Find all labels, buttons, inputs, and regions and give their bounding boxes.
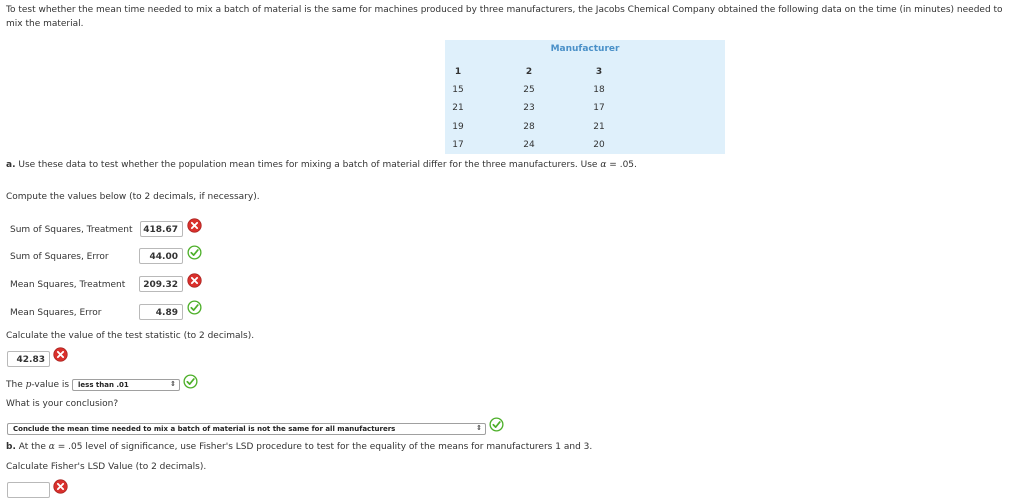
table-cell: 19 [452,122,464,132]
table-title: Manufacturer [550,44,620,54]
part-b-text-2: .05 level of significance, use Fisher's LSD procedure to test for the equality of the means for manufacturers [68,442,553,452]
pvalue-label [6,380,69,390]
ss-treatment-input[interactable]: 418.67 [140,221,183,237]
ss-treatment-label: Sum of Squares, Treatment [10,225,133,235]
manufacturer-table [445,40,725,154]
table-cell: 21 [452,103,464,113]
part-b-label: b. [6,442,16,452]
part-b-text-1: At the [18,442,46,452]
test-stat-input[interactable]: 42.83 [7,351,50,367]
conclusion-select[interactable] [7,423,486,435]
lsd-input[interactable] [7,482,50,498]
equals-sign: = [609,160,617,170]
part-a-label: a. [6,160,16,170]
table-header: 2 [525,67,533,77]
select-arrows-icon: ⇕ [170,380,176,388]
table-cell: 15 [452,85,464,95]
table-cell: 20 [593,140,605,150]
ms-treatment-input[interactable]: 209.32 [139,276,183,292]
table-cell: 23 [523,103,535,113]
table-cell: 17 [593,103,605,113]
pvalue-selected: less than .01 [78,381,129,389]
compute-instruction: Compute the values below (to 2 decimals, if necessary). [6,192,260,202]
table-cell: 28 [523,122,535,132]
ss-error-label: Sum of Squares, Error [10,252,109,262]
incorrect-icon [53,479,68,494]
test-stat-instruction: Calculate the value of the test statistic (to 2 decimals). [6,331,255,341]
pvalue-suffix: -value is [31,380,70,390]
ms-error-label: Mean Squares, Error [10,308,102,318]
incorrect-icon [53,347,68,362]
select-arrows-icon: ⇕ [476,424,482,432]
table-header: 3 [595,67,603,77]
alpha-symbol: α [48,442,55,452]
equals-sign: = [57,442,66,452]
lsd-instruction: Calculate Fisher's LSD Value (to 2 decimals). [6,462,207,472]
part-a-statement [6,160,637,170]
table-cell: 24 [523,140,535,150]
correct-icon [187,300,202,315]
ss-error-input[interactable]: 44.00 [139,248,183,264]
incorrect-icon [187,273,202,288]
table-cell: 21 [593,122,605,132]
part-b-statement [6,442,592,452]
table-header: 1 [454,67,462,77]
alpha-value: .05. [619,160,637,170]
and-word: and [563,442,581,452]
incorrect-icon [187,218,202,233]
correct-icon [489,417,504,432]
correct-icon [187,245,202,260]
problem-intro: To test whether the mean time needed to mix a batch of material is the same for machines produced by three manufacturers, the Jacobs Chemical Company obtained the following data on the time (in minutes) needed to mix the material. [6,5,1003,29]
table-cell: 17 [452,140,464,150]
table-cell: 25 [523,85,535,95]
conclusion-selected: Conclude the mean time needed to mix a batch of material is not the same for all manufacturers [13,425,396,433]
ms-error-input[interactable]: 4.89 [139,304,183,320]
ms-treatment-label: Mean Squares, Treatment [10,280,126,290]
pvalue-select[interactable] [72,379,180,391]
p-symbol: p [25,380,32,390]
correct-icon [183,374,198,389]
table-cell: 18 [593,85,605,95]
manufacturer-3: 3. [583,442,593,452]
alpha-symbol: α [600,160,607,170]
manufacturer-1: 1 [555,442,561,452]
pvalue-prefix: The [6,380,23,390]
conclusion-question: What is your conclusion? [6,399,119,409]
part-a-text: Use these data to test whether the population mean times for mixing a batch of material differ for the three manufacturers. Use [18,160,598,170]
